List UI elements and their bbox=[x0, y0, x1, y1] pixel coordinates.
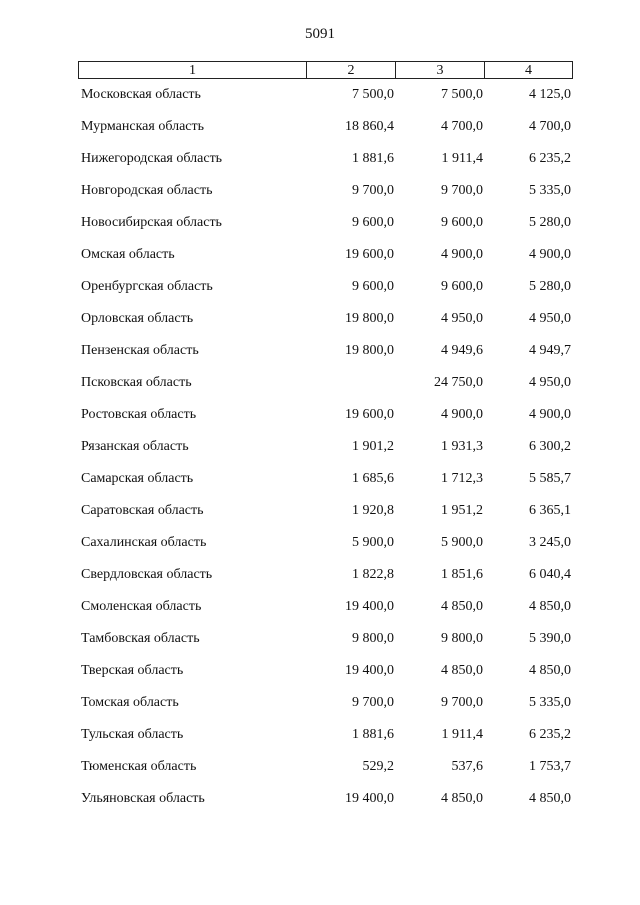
value-cell-2: 19 400,0 bbox=[345, 599, 394, 614]
value-cell-3: 5 900,0 bbox=[441, 535, 483, 550]
table-row bbox=[0, 86, 640, 118]
value-cell-4: 4 900,0 bbox=[529, 247, 571, 262]
region-name-cell: Новосибирская область bbox=[81, 215, 222, 230]
region-name-cell: Свердловская область bbox=[81, 567, 213, 582]
value-cell-2: 529,2 bbox=[362, 759, 394, 774]
value-cell-3: 9 800,0 bbox=[441, 631, 483, 646]
value-cell-4: 5 390,0 bbox=[529, 631, 571, 646]
region-name-cell: Томская область bbox=[81, 695, 179, 710]
column-header-1: 1 bbox=[79, 62, 307, 78]
value-cell-3: 4 900,0 bbox=[441, 247, 483, 262]
value-cell-4: 4 949,7 bbox=[529, 343, 571, 358]
column-header-3: 3 bbox=[396, 62, 485, 78]
region-name-cell: Ростовская область bbox=[81, 407, 197, 422]
value-cell-3: 1 911,4 bbox=[441, 151, 483, 166]
page-number: 5091 bbox=[305, 26, 335, 42]
table-row bbox=[0, 438, 640, 470]
region-name-cell: Московская область bbox=[81, 87, 201, 102]
region-name-cell: Тамбовская область bbox=[81, 631, 200, 646]
table-row bbox=[0, 214, 640, 246]
table-row bbox=[0, 278, 640, 310]
value-cell-4: 4 900,0 bbox=[529, 407, 571, 422]
value-cell-2: 18 860,4 bbox=[345, 119, 394, 134]
value-cell-4: 6 235,2 bbox=[529, 151, 571, 166]
table-row bbox=[0, 630, 640, 662]
table-header bbox=[78, 61, 573, 79]
region-name-cell: Новгородская область bbox=[81, 183, 213, 198]
table-row bbox=[0, 118, 640, 150]
value-cell-2: 1 920,8 bbox=[352, 503, 394, 518]
value-cell-3: 1 951,2 bbox=[441, 503, 483, 518]
value-cell-4: 3 245,0 bbox=[529, 535, 571, 550]
value-cell-3: 9 600,0 bbox=[441, 215, 483, 230]
table-row bbox=[0, 534, 640, 566]
value-cell-3: 4 850,0 bbox=[441, 663, 483, 678]
value-cell-4: 5 335,0 bbox=[529, 183, 571, 198]
value-cell-2: 1 901,2 bbox=[352, 439, 394, 454]
region-name-cell: Нижегородская область bbox=[81, 151, 223, 166]
value-cell-2: 1 881,6 bbox=[352, 727, 394, 742]
value-cell-3: 4 950,0 bbox=[441, 311, 483, 326]
value-cell-2: 19 600,0 bbox=[345, 247, 394, 262]
value-cell-3: 9 600,0 bbox=[441, 279, 483, 294]
value-cell-2: 19 800,0 bbox=[345, 311, 394, 326]
value-cell-4: 4 850,0 bbox=[529, 791, 571, 806]
value-cell-2: 19 600,0 bbox=[345, 407, 394, 422]
value-cell-3: 4 949,6 bbox=[441, 343, 483, 358]
column-header-2: 2 bbox=[307, 62, 396, 78]
value-cell-2: 9 700,0 bbox=[352, 183, 394, 198]
value-cell-4: 5 280,0 bbox=[529, 279, 571, 294]
value-cell-4: 6 040,4 bbox=[529, 567, 571, 582]
value-cell-3: 24 750,0 bbox=[434, 375, 483, 390]
value-cell-4: 5 335,0 bbox=[529, 695, 571, 710]
region-name-cell: Рязанская область bbox=[81, 439, 189, 454]
value-cell-4: 4 700,0 bbox=[529, 119, 571, 134]
value-cell-3: 4 850,0 bbox=[441, 599, 483, 614]
table-row bbox=[0, 310, 640, 342]
table-row bbox=[0, 470, 640, 502]
region-name-cell: Сахалинская область bbox=[81, 535, 207, 550]
column-header-4: 4 bbox=[525, 63, 532, 78]
value-cell-4: 6 300,2 bbox=[529, 439, 571, 454]
region-name-cell: Тверская область bbox=[81, 663, 184, 678]
value-cell-2: 9 700,0 bbox=[352, 695, 394, 710]
table-row bbox=[0, 726, 640, 758]
value-cell-3: 7 500,0 bbox=[441, 87, 483, 102]
table-row bbox=[0, 758, 640, 790]
value-cell-2: 1 822,8 bbox=[352, 567, 394, 582]
value-cell-2: 9 800,0 bbox=[352, 631, 394, 646]
table-row bbox=[0, 150, 640, 182]
region-name-cell: Самарская область bbox=[81, 471, 194, 486]
table-row bbox=[0, 694, 640, 726]
table-row bbox=[0, 566, 640, 598]
value-cell-2: 1 685,6 bbox=[352, 471, 394, 486]
region-name-cell: Пензенская область bbox=[81, 343, 199, 358]
value-cell-4: 4 850,0 bbox=[529, 663, 571, 678]
value-cell-2: 1 881,6 bbox=[352, 151, 394, 166]
value-cell-2: 9 600,0 bbox=[352, 279, 394, 294]
region-name-cell: Тюменская область bbox=[81, 759, 197, 774]
value-cell-4: 6 365,1 bbox=[529, 503, 571, 518]
region-name-cell: Оренбургская область bbox=[81, 279, 213, 294]
value-cell-4: 1 753,7 bbox=[529, 759, 571, 774]
value-cell-3: 1 931,3 bbox=[441, 439, 483, 454]
value-cell-2: 19 400,0 bbox=[345, 663, 394, 678]
value-cell-3: 4 850,0 bbox=[441, 791, 483, 806]
region-name-cell: Саратовская область bbox=[81, 503, 204, 518]
table-row bbox=[0, 502, 640, 534]
value-cell-4: 4 850,0 bbox=[529, 599, 571, 614]
region-name-cell: Мурманская область bbox=[81, 119, 205, 134]
value-cell-4: 6 235,2 bbox=[529, 727, 571, 742]
value-cell-4: 4 125,0 bbox=[529, 87, 571, 102]
value-cell-2: 7 500,0 bbox=[352, 87, 394, 102]
value-cell-2: 19 400,0 bbox=[345, 791, 394, 806]
region-name-cell: Орловская область bbox=[81, 311, 194, 326]
value-cell-4: 5 585,7 bbox=[529, 471, 571, 486]
value-cell-4: 4 950,0 bbox=[529, 311, 571, 326]
table-row bbox=[0, 406, 640, 438]
value-cell-3: 537,6 bbox=[451, 759, 483, 774]
value-cell-4: 4 950,0 bbox=[529, 375, 571, 390]
table-row bbox=[0, 598, 640, 630]
table-row bbox=[0, 182, 640, 214]
region-name-cell: Омская область bbox=[81, 247, 175, 262]
value-cell-3: 1 851,6 bbox=[441, 567, 483, 582]
value-cell-3: 1 911,4 bbox=[441, 727, 483, 742]
region-name-cell: Смоленская область bbox=[81, 599, 202, 614]
table-row bbox=[0, 246, 640, 278]
value-cell-3: 4 700,0 bbox=[441, 119, 483, 134]
region-name-cell: Псковская область bbox=[81, 375, 192, 390]
table-row bbox=[0, 790, 640, 822]
value-cell-2: 5 900,0 bbox=[352, 535, 394, 550]
table-row bbox=[0, 342, 640, 374]
value-cell-2: 9 600,0 bbox=[352, 215, 394, 230]
value-cell-2: 19 800,0 bbox=[345, 343, 394, 358]
table-body bbox=[0, 86, 640, 822]
region-name-cell: Тульская область bbox=[81, 727, 184, 742]
table-row bbox=[0, 662, 640, 694]
value-cell-3: 9 700,0 bbox=[441, 695, 483, 710]
value-cell-3: 4 900,0 bbox=[441, 407, 483, 422]
table-row bbox=[0, 374, 640, 406]
region-name-cell: Ульяновская область bbox=[81, 791, 205, 806]
value-cell-3: 9 700,0 bbox=[441, 183, 483, 198]
value-cell-3: 1 712,3 bbox=[441, 471, 483, 486]
value-cell-4: 5 280,0 bbox=[529, 215, 571, 230]
